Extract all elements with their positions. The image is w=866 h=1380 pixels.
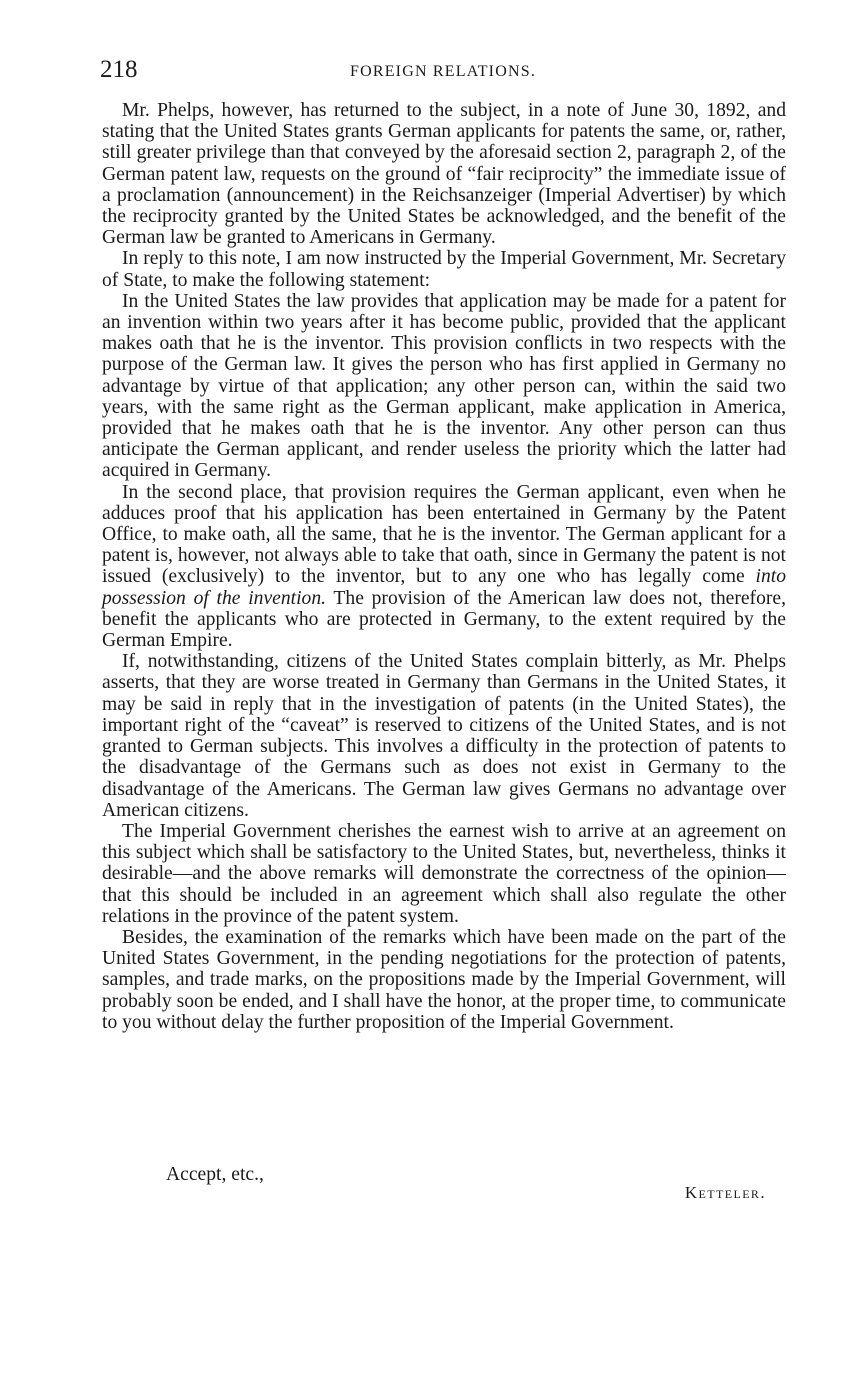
closing-line: Accept, etc., (166, 1164, 264, 1185)
paragraph-caveat: If, notwithstanding, citizens of the United States complain bitterly, as Mr. Phelps asserts, that they are worse treated in Germany than Germans in the United States, it may be said in reply that in the investigation of patents (in the United States), the important right of the “caveat” is reserved to citizens of the United States, and is not granted to German subjects. This involves a difficulty in the protection of patents to the disadvantage of the Germans such as does not exist in Germany to the disadvantage of the Americans. The German law gives Germans no advantage over American citizens. (102, 651, 786, 821)
paragraph-agreement: The Imperial Government cherishes the earnest wish to arrive at an agreement on this subject which shall be satisfactory to the United States, but, nevertheless, thinks it desirable—and the above remarks will demonstrate the correctness of the opinion—that this should be included in an agreement which shall also regulate the other relations in the province of the patent system. (102, 820, 786, 927)
page-header (100, 56, 786, 84)
running-head: FOREIGN RELATIONS. (349, 63, 537, 80)
signature: Ketteler. (684, 1183, 766, 1202)
italic-phrase: into possession of the invention. (102, 566, 786, 609)
paragraph-reply: In reply to this note, I am now instructed by the Imperial Government, Mr. Secretary of State, to make the following statement: (102, 248, 786, 291)
paragraph-us-law: In the United States the law provides that application may be made for a patent for an invention within two years after it has become public, provided that the applicant makes oath that he is the inventor. This provision conflicts in two respects with the purpose of the German law. It gives the person who has first applied in Germany no advantage by virtue of that application; any other person can, within the said two years, with the same right as the German applicant, make application in America, provided that he makes oath that he is the inventor. Any other person can thus anticipate the German applicant, and render useless the priority which the latter had acquired in Germany. (102, 290, 786, 482)
paragraph-phelps-note: Mr. Phelps, however, has returned to the subject, in a note of June 30, 1892, and stating that the United States grants German applicants for patents the same, or, rather, still greater privilege than that conveyed by the aforesaid section 2, paragraph 2, of the German patent law, requests on the ground of “fair reciprocity” the immediate issue of a proclamation (announcement) in the Reichsanzeiger (Imperial Advertiser) by which the reciprocity granted by the United States be acknowledged, and the benefit of the German law be granted to Americans in Germany. (102, 100, 786, 249)
letter-body (102, 100, 786, 1033)
paragraph-second-place-text-end: The provision of the American law does not, therefore, benefit the applicants who are protected in Germany, to the extent required by the German Empire. (102, 587, 786, 652)
page-number: 218 (100, 56, 138, 83)
paragraph-negotiations: Besides, the examination of the remarks which have been made on the part of the United States Government, in the pending negotiations for the protection of patents, samples, and trade marks, on the propositions made by the Imperial Government, will probably soon be ended, and I shall have the honor, at the proper time, to communicate to you without delay the further proposition of the Imperial Government. (102, 926, 786, 1033)
paragraph-second-place-text-start: In the second place, that provision requires the German applicant, even when he adduces proof that his application has been entertained in Germany by the Patent Office, to make oath, all the same, that he is the inventor. The German applicant for a patent is, however, not always able to take that oath, since in Germany the patent is not issued (exclusively) to the inventor, but to any one who has legally come (102, 481, 786, 588)
paragraph-second-place (102, 482, 786, 652)
